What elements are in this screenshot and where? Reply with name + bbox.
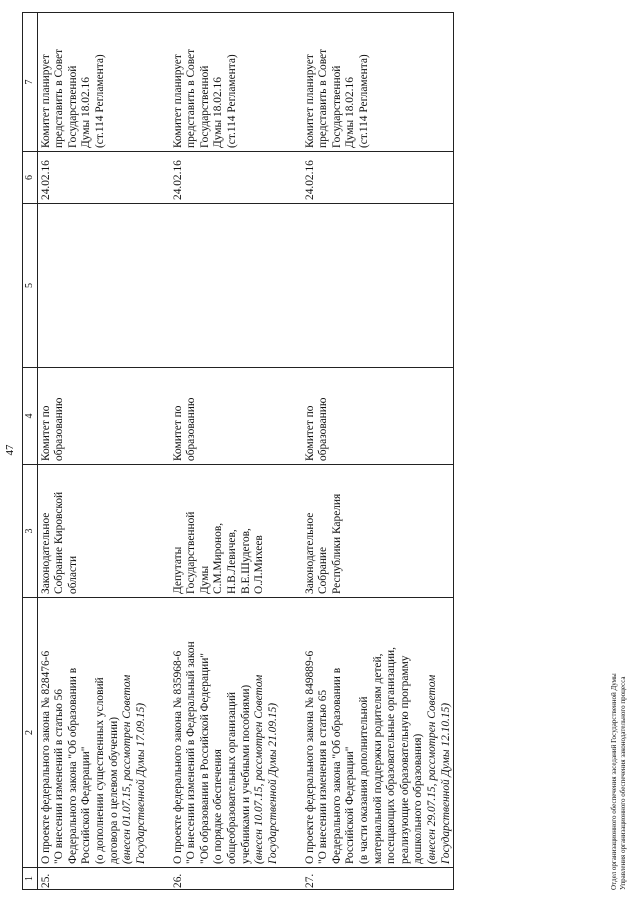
initiator-line: Республики Карелия	[330, 493, 343, 594]
bill-title: О проекте федерального закона № 835968-6	[171, 650, 184, 864]
initiator-line: В.Е.Шудегов,	[239, 528, 252, 594]
column-header: 3	[23, 465, 38, 598]
initiator-line: области	[66, 555, 79, 594]
page-number: 47	[4, 444, 16, 456]
date-cell: 24.02.16	[302, 152, 454, 204]
plan-line: представить в Совет	[53, 48, 66, 148]
empty-cell	[37, 204, 170, 368]
bill-note: (внесен 10.07.15, рассмотрен Советом	[253, 674, 266, 864]
initiator	[302, 465, 454, 598]
initiator-line: Депутаты	[171, 546, 184, 594]
initiator-line: Думы	[198, 565, 211, 594]
date-cell: 24.02.16	[170, 152, 302, 204]
column-header: 6	[23, 152, 38, 204]
plan-line: Думы 18.02.16	[344, 77, 357, 148]
table-row	[302, 13, 454, 890]
bill-text-line: дошкольного образования)	[412, 733, 425, 864]
initiator-line: О.Л.Михеев	[253, 535, 266, 594]
committee-line: образованию	[317, 397, 330, 461]
plan-line: (ст.114 Регламента)	[225, 54, 238, 148]
footer-line: Отдел организационного обеспечения заседаний Государственной Думы	[610, 673, 618, 890]
bill-note: (внесен 29.07.15, рассмотрен Советом	[425, 674, 438, 864]
bill-note: (внесен 01.07.15, рассмотрен Советом	[121, 674, 134, 864]
plan-line: Думы 18.02.16	[212, 77, 225, 148]
bill-text-line: Российской Федерации"	[344, 746, 357, 864]
bill-text-line: (о порядке обеспечения	[212, 749, 225, 864]
plan-cell	[37, 13, 170, 152]
initiator-line: Н.В.Левичев,	[225, 529, 238, 594]
initiator	[37, 465, 170, 598]
column-header: 5	[23, 204, 38, 368]
bill-text-line: реализующие образовательную программу	[398, 655, 411, 864]
initiator-line: Собрание	[317, 546, 330, 594]
committee-line: Комитет по	[171, 405, 184, 461]
column-number-header	[23, 13, 38, 890]
initiator-line: Государственной	[185, 511, 198, 594]
bill-text-line: "О внесении изменений в статью 56	[53, 689, 66, 864]
bill-text-line: Российской Федерации"	[80, 746, 93, 864]
initiator-line: Собрание Кировской	[53, 491, 66, 594]
row-number: 25.	[37, 868, 170, 890]
committee-line: образованию	[185, 397, 198, 461]
bills-table	[22, 12, 454, 890]
bill-note: Государственной Думы 12.10.15)	[439, 702, 452, 864]
committee	[302, 368, 454, 465]
bill-text-line: Федерального закона "Об образовании в	[66, 667, 79, 864]
bill-text-line: (о дополнении существенных условий	[93, 677, 106, 864]
column-header: 7	[23, 13, 38, 152]
committee-line: Комитет по	[303, 405, 316, 461]
plan-cell	[170, 13, 302, 152]
bill-text-line: общеобразовательных организаций	[225, 691, 238, 864]
plan-line: Государственной	[198, 65, 211, 148]
initiator-line: Законодательное	[39, 512, 52, 594]
initiator	[170, 465, 302, 598]
footer-line: Управления организационного обеспечения законодательного процесса	[619, 676, 627, 890]
initiator-line: Законодательное	[303, 512, 316, 594]
bill-note: Государственной Думы 17.09.15)	[134, 702, 147, 864]
plan-line: Государственной	[66, 65, 79, 148]
column-header: 1	[23, 868, 38, 890]
bill-description	[302, 598, 454, 868]
column-header: 4	[23, 368, 38, 465]
committee	[170, 368, 302, 465]
bill-title: О проекте федерального закона № 828476-6	[39, 650, 52, 864]
committee	[37, 368, 170, 465]
bill-text-line: "Об образовании в Российской Федерации"	[198, 653, 211, 864]
empty-cell	[170, 204, 302, 368]
row-number: 27.	[302, 868, 454, 890]
plan-line: Государственной	[330, 65, 343, 148]
plan-line: (ст.114 Регламента)	[357, 54, 370, 148]
committee-line: Комитет по	[39, 405, 52, 461]
plan-line: Комитет планирует	[171, 54, 184, 148]
bill-text-line: "О внесении изменения в статью 65	[317, 689, 330, 864]
bill-note: Государственной Думы 21.09.15)	[266, 702, 279, 864]
row-number: 26.	[170, 868, 302, 890]
empty-cell	[302, 204, 454, 368]
footer	[610, 673, 628, 890]
table-row	[37, 13, 170, 890]
date-cell: 24.02.16	[37, 152, 170, 204]
bill-text-line: (в части оказания дополнительной	[357, 696, 370, 864]
column-header: 2	[23, 598, 38, 868]
plan-line: представить в Совет	[185, 48, 198, 148]
plan-line: Комитет планирует	[303, 54, 316, 148]
bill-description	[37, 598, 170, 868]
bill-description	[170, 598, 302, 868]
bill-title: О проекте федерального закона № 849889-6	[303, 650, 316, 864]
initiator-line: С.М.Миронов,	[212, 522, 225, 594]
plan-line: Думы 18.02.16	[80, 77, 93, 148]
plan-line: Комитет планирует	[39, 54, 52, 148]
bill-text-line: материальной поддержки родителям детей,	[371, 653, 384, 864]
plan-line: (ст.114 Регламента)	[93, 54, 106, 148]
bill-text-line: учебниками и учебными пособиями)	[239, 684, 252, 864]
bill-text-line: Федерального закона "Об образовании в	[330, 667, 343, 864]
bill-text-line: "О внесении изменений в Федеральный закон	[185, 641, 198, 864]
plan-cell	[302, 13, 454, 152]
bill-text-line: посещающих образовательные организации,	[385, 647, 398, 864]
bill-text-line: договора о целевом обучении)	[107, 716, 120, 864]
plan-line: представить в Совет	[317, 48, 330, 148]
table-row	[170, 13, 302, 890]
committee-line: образованию	[53, 397, 66, 461]
